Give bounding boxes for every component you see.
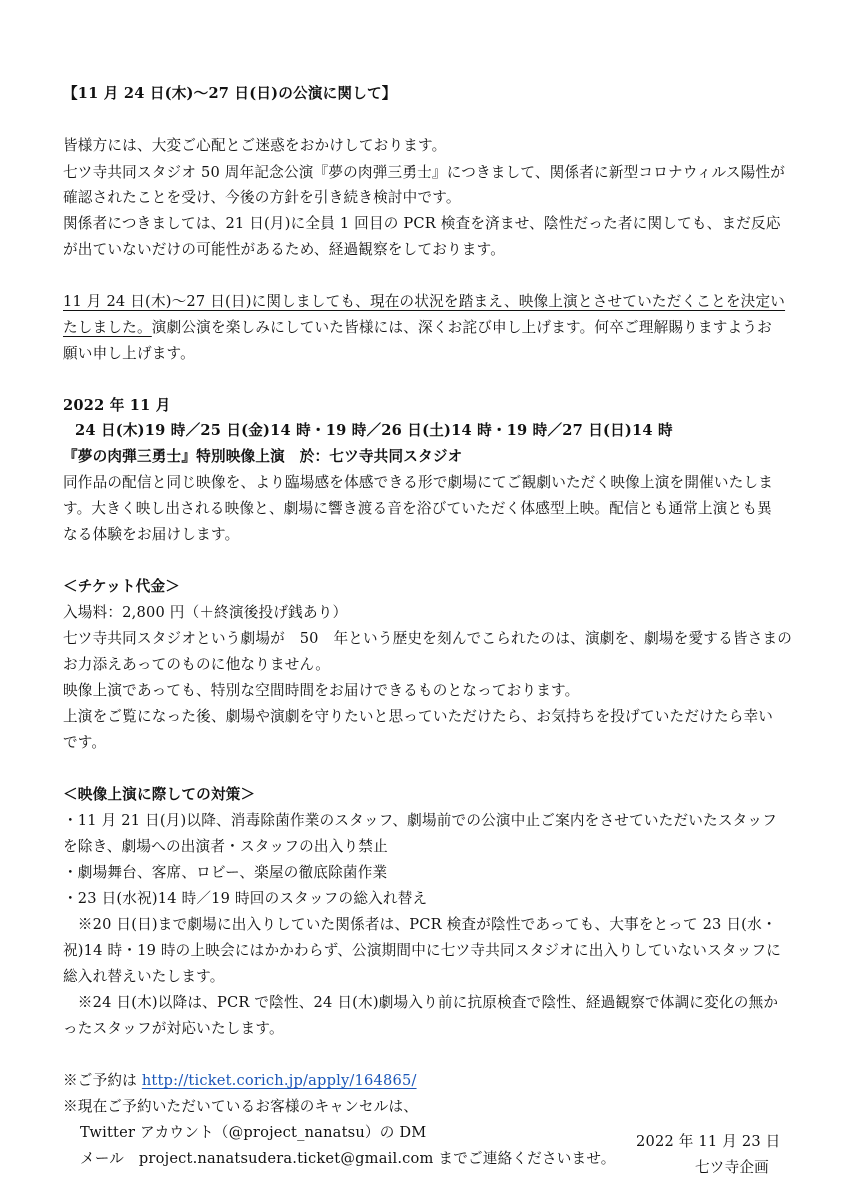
ticket-line: お力添えあってのものに他なりません。: [63, 656, 331, 673]
reservation-prefix: ※ご予約は: [63, 1072, 142, 1089]
measures-heading: ＜映像上演に際しての対策＞: [63, 786, 256, 803]
ticket-line: 映像上演であっても、特別な空間時間をお届けできるものとなっております。: [63, 682, 580, 699]
ticket-line: 上演をご覧になった後、劇場や演劇を守りたいと思っていただけたら、お気持ちを投げていただけたら幸い: [63, 708, 774, 725]
measures-line: 総入れ替えいたします。: [63, 968, 225, 985]
intro-line: 確認されたことを受け、今後の方針を引き続き検討中です。: [63, 189, 461, 206]
ticket-line: です。: [63, 734, 107, 751]
decision-line: 願い申し上げます。: [63, 345, 195, 362]
intro-line: 関係者につきましては、21 日(月)に全員 1 回目の PCR 検査を済ませ、陰性だった者に関しても、まだ反応: [63, 215, 781, 232]
cancel-mail: メール project.nanatsudera.ticket@gmail.com までご連絡くださいませ。: [80, 1150, 616, 1167]
measures-line: 祝)14 時・19 時の上映会にはかかわらず、公演期間中に七ツ寺共同スタジオに出入りしていないスタッフに: [63, 942, 782, 959]
ticket-line: 七ツ寺共同スタジオという劇場が 50 年という歴史を刻んでこられたのは、演劇を、劇場を愛する皆さまの: [63, 630, 793, 647]
ticket-line: 入場料：2,800 円（＋終演後投げ銭あり）: [63, 604, 348, 621]
intro-line: 七ツ寺共同スタジオ 50 周年記念公演『夢の肉弾三勇士』につきまして、関係者に新型コロナウィルス陽性が: [63, 164, 786, 181]
reservation-line: [63, 1071, 417, 1091]
cancel-twitter: Twitter アカウント（@project_nanatsu）の DM: [80, 1124, 427, 1141]
measures-line: ・11 月 21 日(月)以降、消毒除菌作業のスタッフ、劇場前での公演中止ご案内をさせていただいたスタッフ: [63, 812, 778, 829]
measures-line: ※24 日(木)以降は、PCR で陰性、24 日(木)劇場入り前に抗原検査で陰性、経過観察で体調に変化の無か: [63, 994, 779, 1011]
measures-line: を除き、劇場への出演者・スタッフの出入り禁止: [63, 838, 388, 855]
measures-line: ※20 日(日)まで劇場に出入りしていた関係者は、PCR 検査が陰性であっても、大事をとって 23 日(水・: [63, 916, 777, 933]
signature: 七ツ寺企画: [695, 1159, 769, 1176]
schedule-desc-line: なる体験をお届けします。: [63, 526, 240, 543]
intro-line: 皆様方には、大変ご心配とご迷惑をおかけしております。: [63, 137, 447, 154]
intro-line: が出ていないだけの可能性があるため、経過観察をしております。: [63, 241, 506, 258]
decision-rest: 演劇公演を楽しみにしていた皆様には、深くお詫び申し上げます。何卒ご理解賜りますようお: [151, 319, 772, 336]
measures-line: ったスタッフが対応いたします。: [63, 1020, 284, 1037]
schedule-desc-line: 同作品の配信と同じ映像を、より臨場感を体感できる形で劇場にてご観劇いただく映像上演を開催いたしま: [63, 474, 774, 491]
schedule-times: 24 日(木)19 時／25 日(金)14 時・19 時／26 日(土)14 時・19 時／27 日(日)14 時: [75, 422, 673, 439]
schedule-title: 『夢の肉弾三勇士』特別映像上演 於：七ツ寺共同スタジオ: [63, 448, 463, 465]
ticket-heading: ＜チケット代金＞: [63, 578, 181, 595]
schedule-year: 2022 年 11 月: [63, 397, 171, 414]
issue-date: 2022 年 11 月 23 日: [636, 1133, 781, 1150]
schedule-desc-line: す。大きく映し出される映像と、劇場に響き渡る音を浴びていただく体感型上映。配信とも通常上演とも異: [63, 500, 772, 517]
measures-line: ・23 日(水祝)14 時／19 時回のスタッフの総入れ替え: [63, 890, 428, 907]
reservation-link[interactable]: http://ticket.corich.jp/apply/164865/: [141, 1072, 417, 1089]
decision-line: 11 月 24 日(木)〜27 日(日)に関しましても、現在の状況を踏まえ、映像上演とさせていただくことを決定い: [63, 293, 786, 310]
notice-heading: 【11 月 24 日(木)〜27 日(日)の公演に関して】: [63, 85, 397, 102]
decision-line: [63, 318, 772, 338]
cancel-heading: ※現在ご予約いただいているお客様のキャンセルは、: [63, 1098, 419, 1115]
measures-line: ・劇場舞台、客席、ロビー、楽屋の徹底除菌作業: [63, 864, 388, 881]
decision-underlined: たしました。: [63, 319, 152, 336]
